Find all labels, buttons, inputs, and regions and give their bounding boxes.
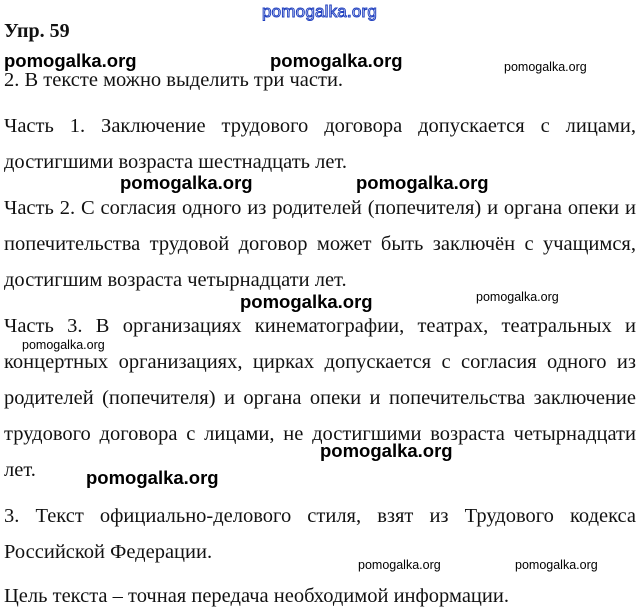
watermark: pomogalka.org [86,467,219,488]
text-line: трудового договора с лицами, не достигшими возраста четырнадцати [4,423,636,445]
exercise-title: Упр. 59 [4,20,70,42]
watermark: pomogalka.org [120,172,253,193]
text-line: Часть 1. Заключение трудового договора допускается с лицами, [4,115,636,137]
watermark: pomogalka.org [320,440,453,461]
watermark: pomogalka.org [240,291,373,312]
text-line: Российской Федерации. [4,541,213,563]
text-line: лет. [4,459,36,481]
text-line: 3. Текст официально-делового стиля, взят из Трудового кодекса [4,505,636,527]
text-line: Часть 2. С согласия одного из родителей (попечителя) и органа опеки и [4,197,636,219]
watermark: pomogalka.org [358,558,441,572]
text-line: родителей (попечителя) и органа опеки и попечительства заключение [4,387,636,409]
text-line: попечительства трудовой договор может быть заключён с учащимся, [4,233,636,255]
watermark: pomogalka.org [504,60,587,74]
watermark: pomogalka.org [22,338,105,352]
text-line: достигшим возраста четырнадцати лет. [4,269,347,291]
watermark: pomogalka.org [476,290,559,304]
text-line: 2. В тексте можно выделить три части. [4,69,344,91]
header-watermark: pomogalka.org [262,2,378,21]
text-line: Часть 3. В организациях кинематографии, театрах, театральных и [4,315,636,337]
text-line: концертных организациях, цирках допускается с согласия одного из [4,351,636,373]
watermark: pomogalka.org [4,50,137,71]
watermark: pomogalka.org [515,558,598,572]
watermark: pomogalka.org [356,172,489,193]
watermark: pomogalka.org [270,50,403,71]
text-line: достигшими возраста шестнадцать лет. [4,151,348,173]
text-line: Цель текста – точная передача необходимой информации. [4,585,509,607]
